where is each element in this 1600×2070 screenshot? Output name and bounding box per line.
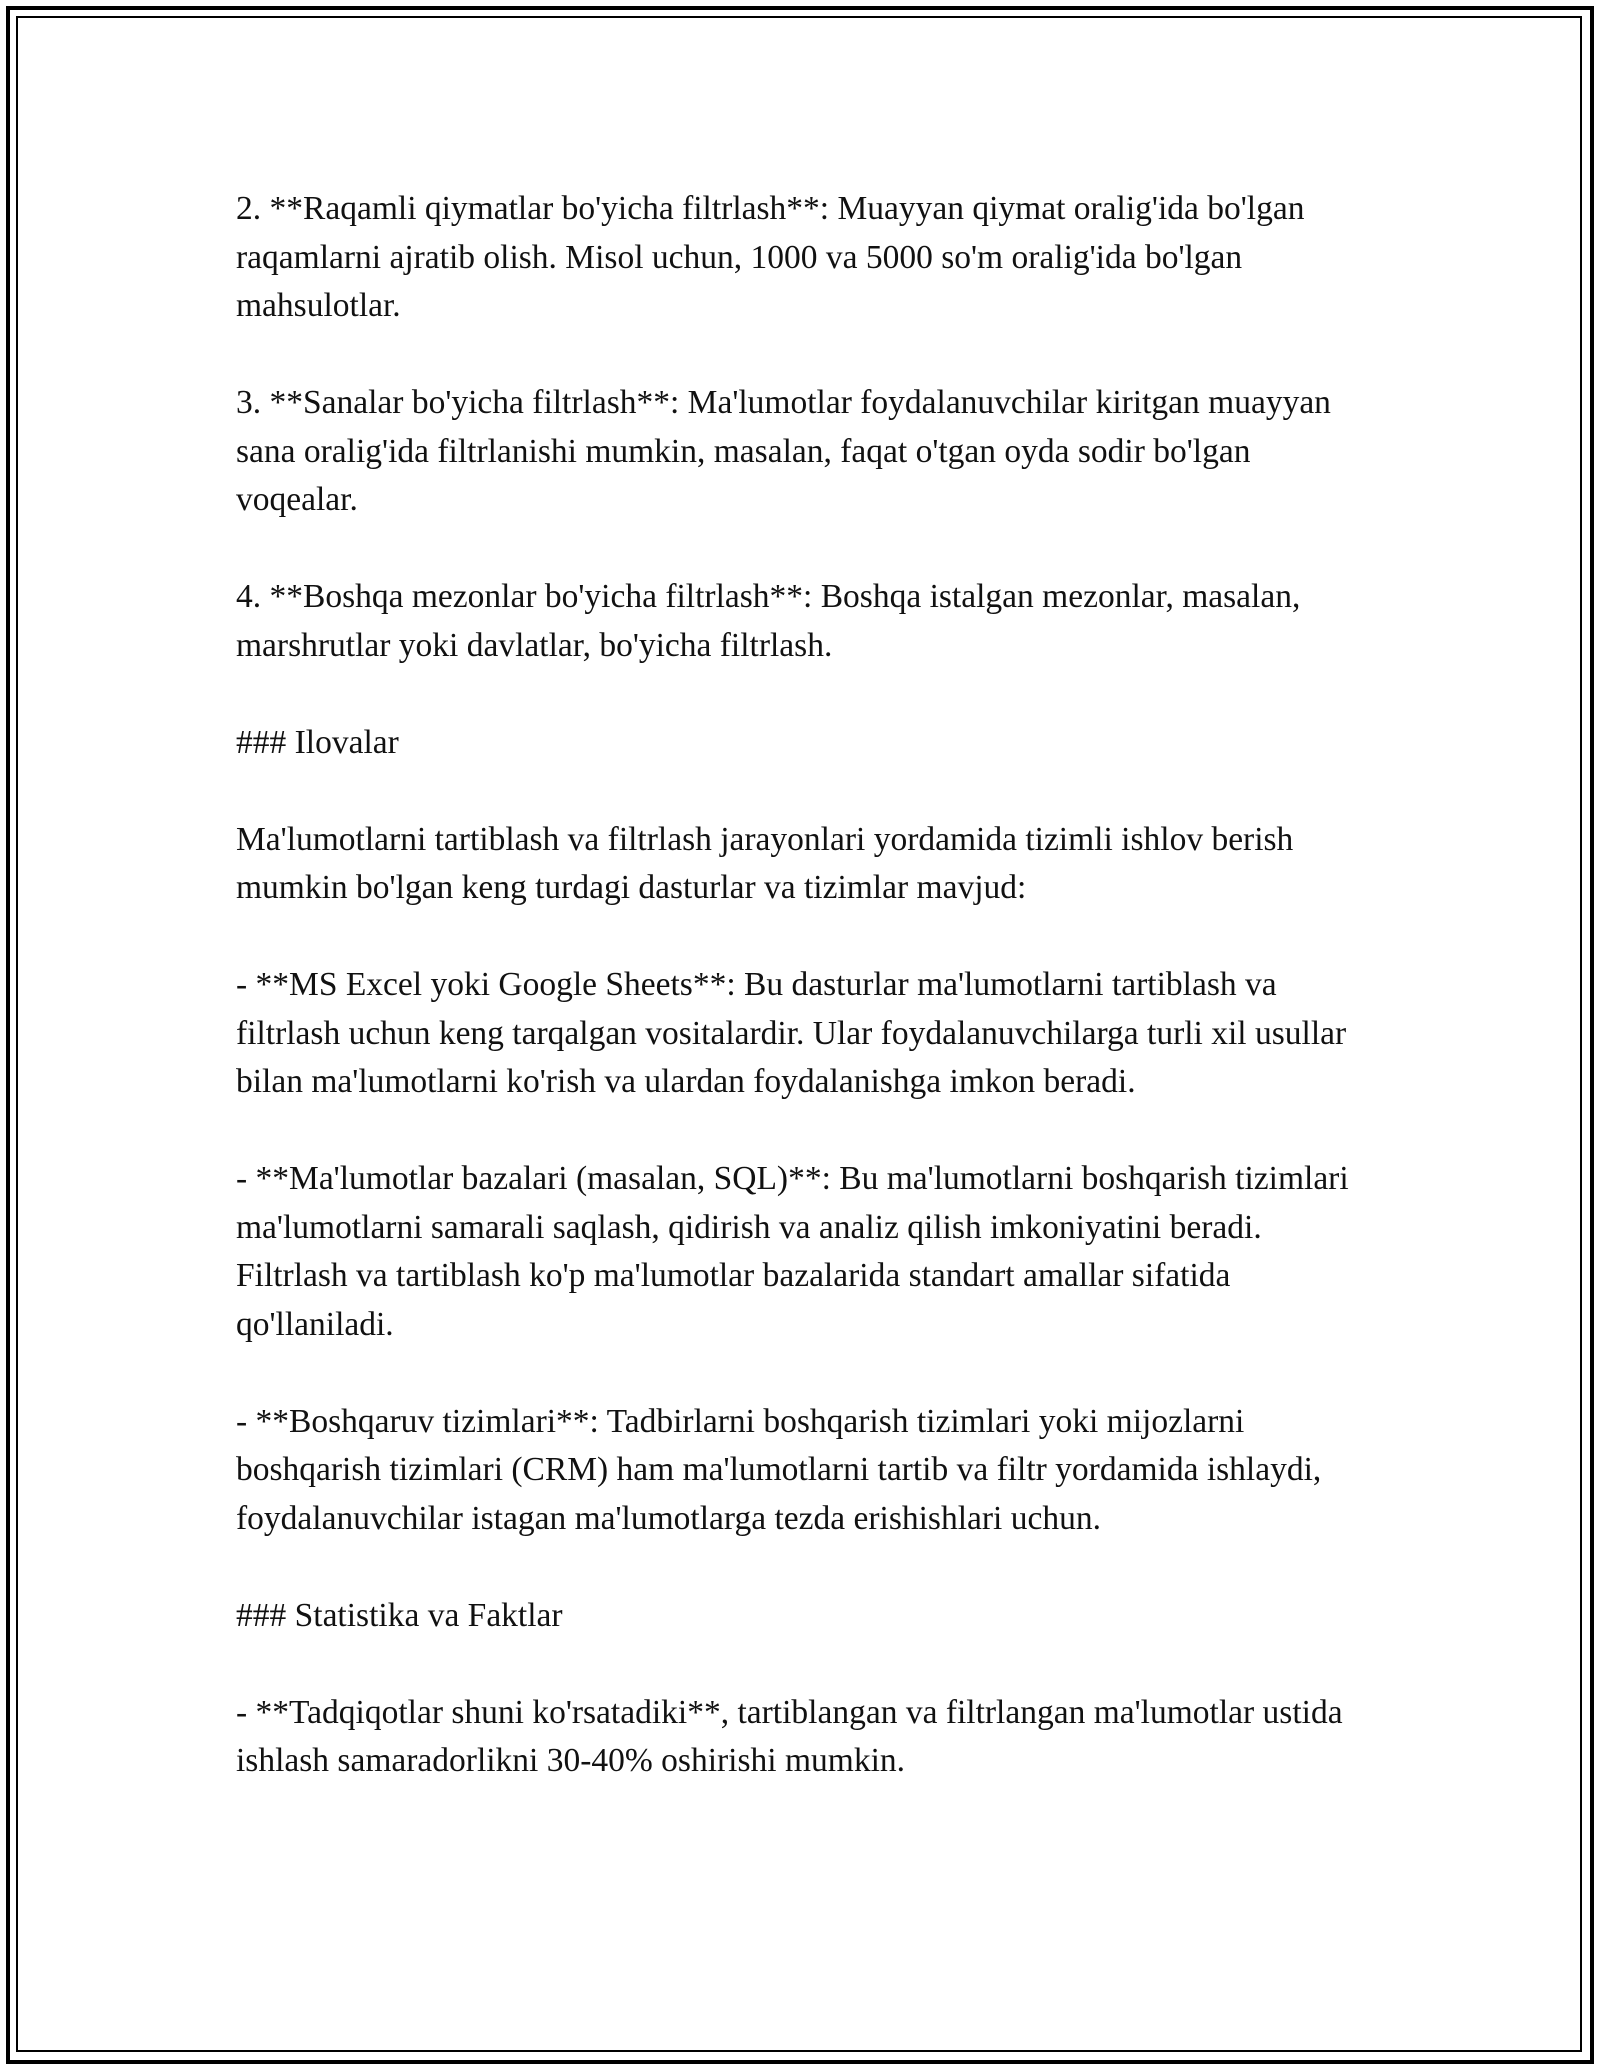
bullet-databases: - **Ma'lumotlar bazalari (masalan, SQL)**: Bu ma'lumotlarni boshqarish tizimlari ma'lumotlarni samarali saqlash, qidirish va analiz qilish imkoniyatini beradi. Filtrlash va tartiblash ko'p ma'lumotlar bazalarida standart amallar sifatida qo'llaniladi. <box>236 1160 1349 1343</box>
bullet-excel-sheets: - **MS Excel yoki Google Sheets**: Bu dasturlar ma'lumotlarni tartiblash va filtrlash uchun keng tarqalgan vositalardir. Ular foydalanuvchilarga turli xil usullar bilan ma'lumotlarni ko'rish va ulardan foydalanishga imkon beradi. <box>236 966 1347 1100</box>
list-item-numeric-filter: 2. **Raqamli qiymatlar bo'yicha filtrlash**: Muayyan qiymat oralig'ida bo'lgan raqamlarni ajratib olish. Misol uchun, 1000 va 5000 so'm oralig'ida bo'lgan mahsulotlar. <box>236 190 1305 324</box>
document-body <box>236 185 1366 1786</box>
list-item-other-filter: 4. **Boshqa mezonlar bo'yicha filtrlash**: Boshqa istalgan mezonlar, masalan, marshrutlar yoki davlatlar, bo'yicha filtrlash. <box>236 578 1301 664</box>
bullet-management-systems: - **Boshqaruv tizimlari**: Tadbirlarni boshqarish tizimlari yoki mijozlarni boshqarish tizimlari (CRM) ham ma'lumotlarni tartib va filtr yordamida ishlaydi, foydalanuvchilar istagan ma'lumotlarga tezda erishishlari uchun. <box>236 1402 1322 1537</box>
intro-paragraph: Ma'lumotlarni tartiblash va filtrlash jarayonlari yordamida tizimli ishlov berish mumkin bo'lgan keng turdagi dasturlar va tizimlar mavjud: <box>236 820 1294 906</box>
section-heading-ilovalar: ### Ilovalar <box>236 723 399 761</box>
list-item-date-filter: 3. **Sanalar bo'yicha filtrlash**: Ma'lumotlar foydalanuvchilar kiritgan muayyan sana oralig'ida filtrlanishi mumkin, masalan, faqat o'tgan oyda sodir bo'lgan voqealar. <box>236 384 1331 518</box>
section-heading-statistics: ### Statistika va Faktlar <box>236 1596 563 1634</box>
bullet-research: - **Tadqiqotlar shuni ko'rsatadiki**, tartiblangan va filtrlangan ma'lumotlar ustida ishlash samaradorlikni 30-40% oshirishi mumkin. <box>236 1693 1343 1779</box>
